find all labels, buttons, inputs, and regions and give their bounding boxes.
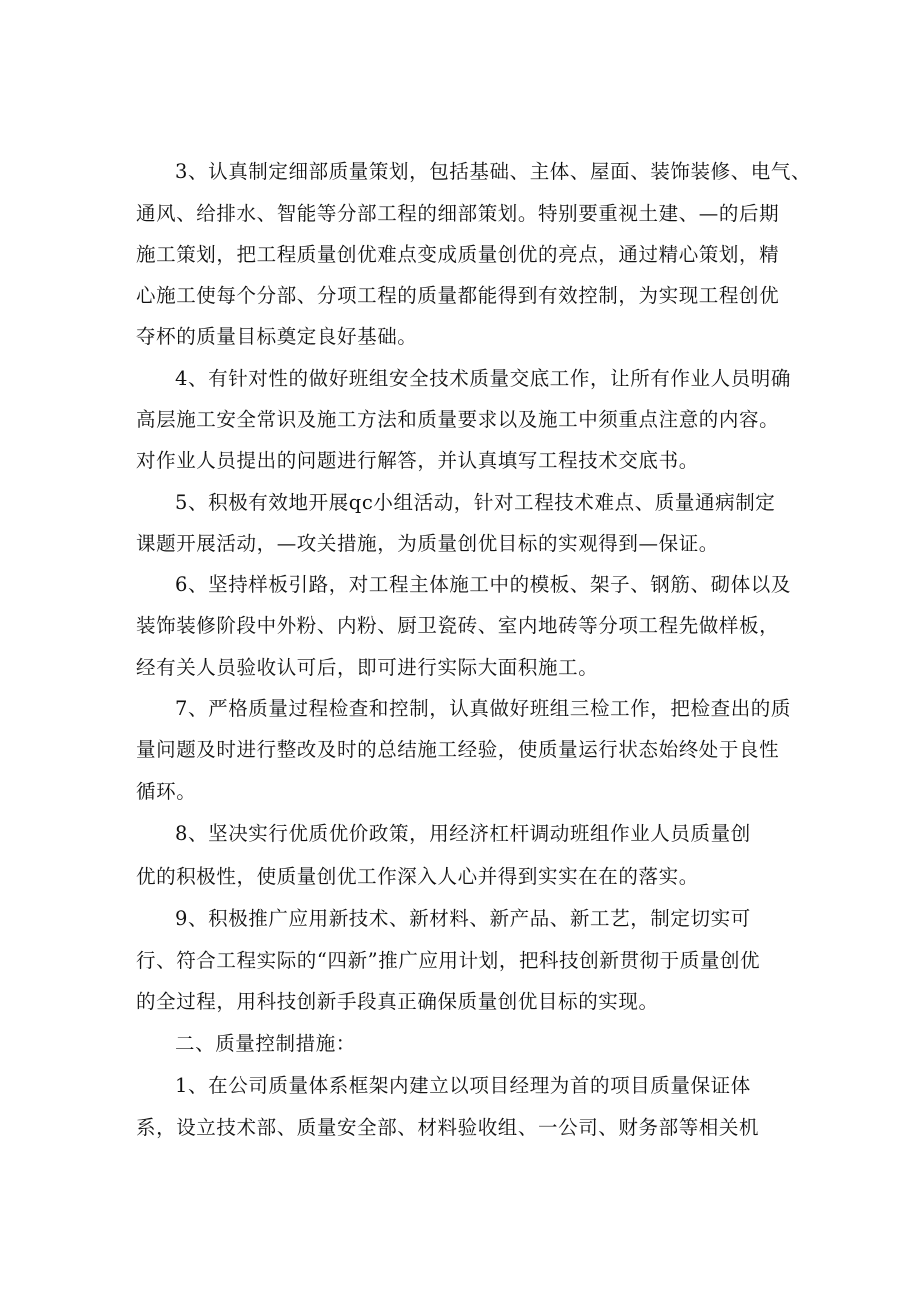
text-line: 课题开展活动，—攻关措施，为质量创优目标的实观得到—保证。 — [136, 532, 719, 555]
text-line: 6、坚持样板引路，对工程主体施工中的模板、架子、钢筋、砌体以及 — [175, 573, 792, 596]
text-line: 对作业人员提出的问题进行解答，并认真填写工程技术交底书。 — [136, 449, 699, 472]
text-line: 行、符合工程实际的“四新”推广应用计划，把科技创新贯彻于质量创优 — [136, 949, 761, 972]
text-line: 1、在公司质量体系框架内建立以项目经理为首的项目质量保证体 — [175, 1074, 751, 1097]
text-line: 4、有针对性的做好班组安全技术质量交底工作，让所有作业人员明确 — [175, 367, 792, 390]
text-line: 高层施工安全常识及施工方法和质量要求以及施工中须重点注意的内容。 — [136, 408, 780, 431]
text-line: 装饰装修阶段中外粉、内粉、厨卫瓷砖、室内地砖等分项工程先做样板， — [136, 614, 780, 637]
section-heading: 二、质量控制措施： — [175, 1032, 356, 1055]
text-line: 的全过程，用科技创新手段真正确保质量创优目标的实现。 — [136, 990, 659, 1013]
text-line: 通风、给排水、智能等分部工程的细部策划。特别要重视土建、—的后期 — [136, 202, 780, 225]
text-line: 5、积极有效地开展qc小组活动，针对工程技术难点、质量通病制定 — [175, 491, 776, 514]
text-line: 3、认真制定细部质量策划，包括基础、主体、屋面、装饰装修、电气、 — [175, 160, 812, 183]
text-line: 施工策划，把工程质量创优难点变成质量创优的亮点，通过精心策划，精 — [136, 243, 780, 266]
text-line: 循环。 — [136, 780, 197, 803]
text-line: 经有关人员验收认可后，即可进行实际大面积施工。 — [136, 656, 599, 679]
text-line: 夺杯的质量目标奠定良好基础。 — [136, 325, 418, 348]
text-line: 8、坚决实行优质优价政策，用经济杠杆调动班组作业人员质量创 — [175, 822, 751, 845]
text-line: 量问题及时进行整改及时的总结施工经验，使质量运行状态始终处于良性 — [136, 738, 780, 761]
text-line: 7、严格质量过程检查和控制，认真做好班组三检工作，把检查出的质 — [175, 697, 792, 720]
text-line: 优的积极性，使质量创优工作深入人心并得到实实在在的落实。 — [136, 865, 699, 888]
text-line: 心施工使每个分部、分项工程的质量都能得到有效控制，为实现工程创优 — [136, 284, 780, 307]
text-line: 系，设立技术部、质量安全部、材料验收组、一公司、财务部等相关机 — [136, 1116, 760, 1139]
text-line: 9、积极推广应用新技术、新材料、新产品、新工艺，制定切实可 — [175, 907, 751, 930]
